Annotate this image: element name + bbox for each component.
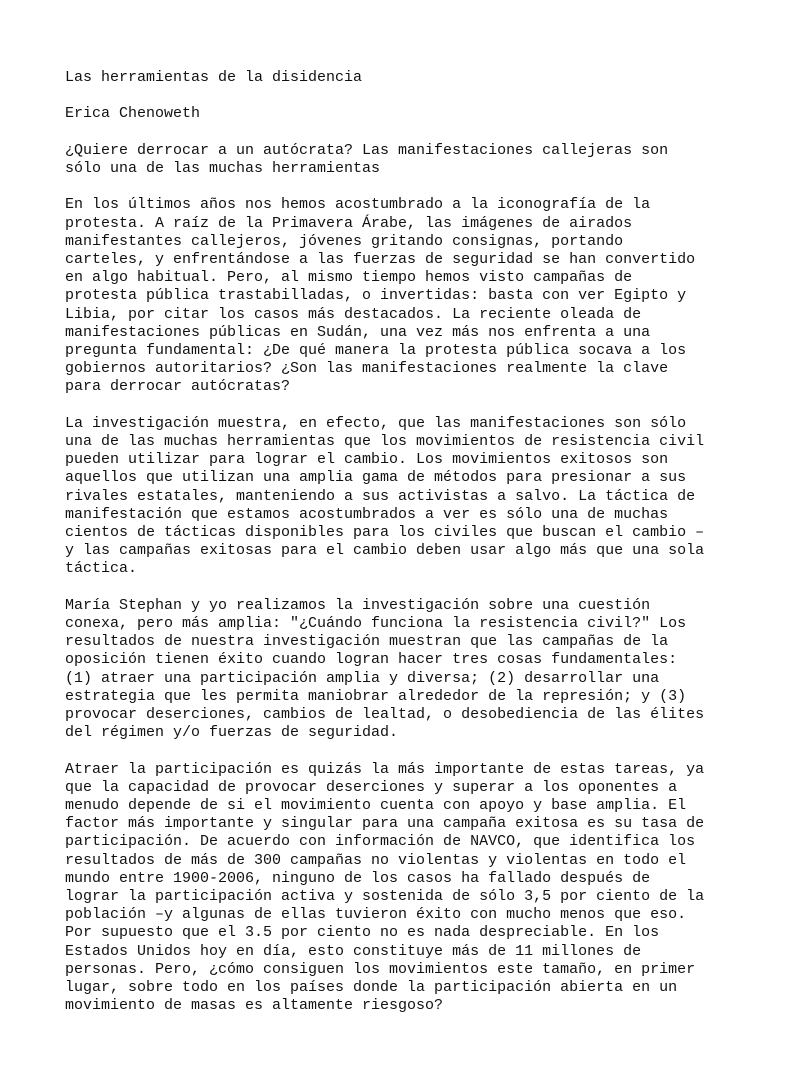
document-paragraph-2[interactable]: La investigación muestra, en efecto, que las manifestaciones son sólo una de las muchas herramientas que los movimientos de resistencia civil pueden utilizar para lograr el cambio. Los movimientos exitosos son aquellos que utilizan una amplia gama de métodos para presionar a sus rivales estatales, manteniendo a sus activistas a salvo. La táctica de manifestación que estamos acostumbrados a ver es sólo una de muchas cientos de tácticas disponibles para los civiles que buscan el cambio – y las campañas exitosas para el cambio deben usar algo más que una sola táctica. [65, 414, 705, 578]
document-title: Las herramientas de la disidencia [65, 69, 363, 86]
document-subtitle: ¿Quiere derrocar a un autócrata? Las manifestaciones callejeras son sólo una de las muchas herramientas [65, 141, 669, 177]
document-paragraph-3: María Stephan y yo realizamos la investigación sobre una cuestión conexa, pero más amplia: "¿Cuándo funciona la resistencia civil?" Los resultados de nuestra investigación muestran que las campañas de la oposición tienen éxito cuando logran hacer tres cosas fundamentales: (1) atraer una participación amplia y diversa; (2) desarrollar una estrategia que les permita maniobrar alrededor de la represión; y (3) provocar deserciones, cambios de lealtad, o desobediencia de las élites del régimen y/o fuerzas de seguridad. [65, 596, 705, 742]
document-author: Erica Chenoweth [65, 105, 201, 123]
document-paragraph-4: Atraer la participación es quizás la más importante de estas tareas, ya que la capacidad de provocar deserciones y superar a los oponentes a menudo depende de si el movimiento cuenta con apoyo y base amplia. El factor más importante y singular para una campaña exitosa es su tasa de participación. De acuerdo con información de NAVCO, que identifica los resultados de más de 300 campañas no violentas y violentas en todo el mundo entre 1900-2006, ninguno de los casos ha fallado después de lograr la participación activa y sostenida de sólo 3,5 por ciento de la población –y algunas de ellas tuvieron éxito con mucho menos que eso. Por supuesto que el 3.5 por ciento no es nada despreciable. En los Estados Unidos hoy en día, esto constituye más de 11 millones de personas. Pero, ¿cómo consiguen los movimientos este tamaño, en primer lugar, sobre todo en los países donde la participación abierta en un movimiento de masas es altamente riesgoso? [65, 760, 705, 1015]
document-page [65, 69, 755, 1034]
document-paragraph-1: En los últimos años nos hemos acostumbrado a la iconografía de la protesta. A raíz de la Primavera Árabe, las imágenes de airados manifestantes callejeros, jóvenes gritando consignas, portando carteles, y enfrentándose a las fuerzas de seguridad se han convertido en algo habitual. Pero, al mismo tiempo hemos visto campañas de protesta pública trastabilladas, o invertidas: basta con ver Egipto y Libia, por citar los casos más destacados. La reciente oleada de manifestaciones públicas en Sudán, una vez más nos enfrenta a una pregunta fundamental: ¿De qué manera la protesta pública socava a los gobiernos autoritarios? ¿Son las manifestaciones realmente la clave para derrocar autócratas? [65, 196, 696, 396]
